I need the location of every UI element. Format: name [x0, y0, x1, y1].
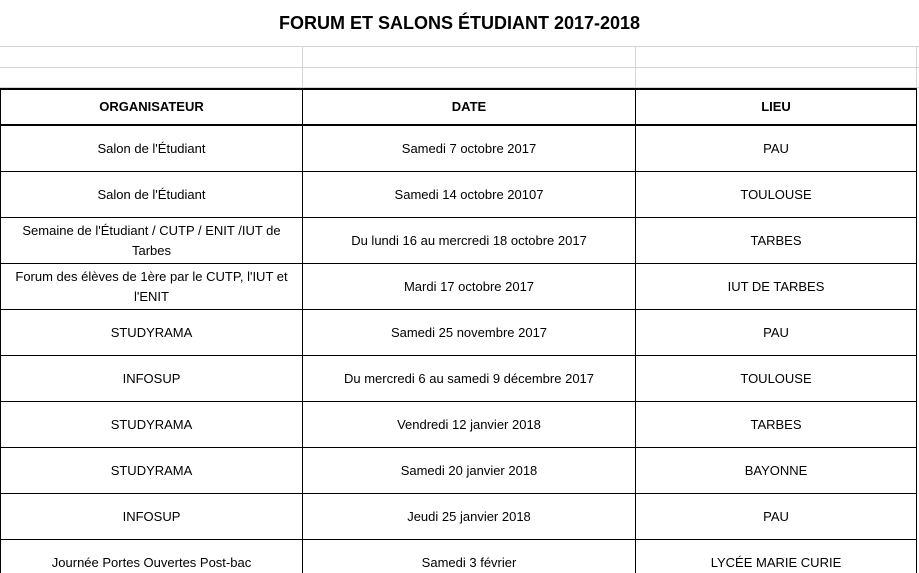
cell-lieu[interactable]: TOULOUSE	[636, 172, 917, 218]
cell-organisateur[interactable]: Semaine de l'Étudiant / CUTP / ENIT /IUT de Tarbes	[1, 218, 303, 264]
table-row	[1, 264, 917, 310]
sheet-title-text: FORUM ET SALONS ÉTUDIANT 2017-2018	[278, 12, 641, 33]
cell-organisateur[interactable]: Forum des élèves de 1ère par le CUTP, l'IUT et l'ENIT	[1, 264, 303, 310]
cell-date[interactable]: Samedi 3 février	[303, 540, 636, 573]
header-row	[1, 89, 917, 125]
events-table	[0, 88, 917, 573]
cell-organisateur[interactable]: Salon de l'Étudiant	[1, 172, 303, 218]
cell-organisateur[interactable]: INFOSUP	[1, 494, 303, 540]
column-divider	[302, 68, 303, 87]
table-row	[1, 356, 917, 402]
table-row	[1, 402, 917, 448]
cell-lieu[interactable]: PAU	[636, 494, 917, 540]
cell-date[interactable]: Jeudi 25 janvier 2018	[303, 494, 636, 540]
header-date[interactable]: DATE	[303, 89, 636, 125]
cell-lieu[interactable]: TARBES	[636, 218, 917, 264]
cell-organisateur[interactable]: Salon de l'Étudiant	[1, 125, 303, 172]
cell-organisateur[interactable]: Journée Portes Ouvertes Post-bac	[1, 540, 303, 573]
column-divider	[916, 47, 917, 67]
table-row	[1, 125, 917, 172]
cell-lieu[interactable]: LYCÉE MARIE CURIE	[636, 540, 917, 573]
column-divider	[635, 47, 636, 67]
column-divider	[302, 47, 303, 67]
cell-lieu[interactable]: PAU	[636, 310, 917, 356]
cell-date[interactable]: Du mercredi 6 au samedi 9 décembre 2017	[303, 356, 636, 402]
cell-date[interactable]: Du lundi 16 au mercredi 18 octobre 2017	[303, 218, 636, 264]
cell-date[interactable]: Vendredi 12 janvier 2018	[303, 402, 636, 448]
table-row	[1, 494, 917, 540]
cell-lieu[interactable]: TOULOUSE	[636, 356, 917, 402]
empty-row[interactable]	[0, 68, 919, 88]
cell-organisateur[interactable]: STUDYRAMA	[1, 310, 303, 356]
header-lieu[interactable]: LIEU	[636, 89, 917, 125]
header-organisateur[interactable]: ORGANISATEUR	[1, 89, 303, 125]
column-divider	[916, 68, 917, 87]
cell-date[interactable]: Samedi 25 novembre 2017	[303, 310, 636, 356]
cell-date[interactable]: Samedi 7 octobre 2017	[303, 125, 636, 172]
cell-lieu[interactable]: IUT DE TARBES	[636, 264, 917, 310]
cell-date[interactable]: Samedi 20 janvier 2018	[303, 448, 636, 494]
cell-organisateur[interactable]: INFOSUP	[1, 356, 303, 402]
sheet-title[interactable]	[0, 0, 919, 47]
table-row	[1, 540, 917, 573]
table-row	[1, 218, 917, 264]
column-divider	[635, 68, 636, 87]
cell-date[interactable]: Samedi 14 octobre 20107	[303, 172, 636, 218]
cell-organisateur[interactable]: STUDYRAMA	[1, 448, 303, 494]
cell-date[interactable]: Mardi 17 octobre 2017	[303, 264, 636, 310]
cell-lieu[interactable]: BAYONNE	[636, 448, 917, 494]
table-row	[1, 310, 917, 356]
table-row	[1, 448, 917, 494]
cell-lieu[interactable]: PAU	[636, 125, 917, 172]
cell-lieu[interactable]: TARBES	[636, 402, 917, 448]
empty-row[interactable]	[0, 47, 919, 68]
table-row	[1, 172, 917, 218]
cell-organisateur[interactable]: STUDYRAMA	[1, 402, 303, 448]
